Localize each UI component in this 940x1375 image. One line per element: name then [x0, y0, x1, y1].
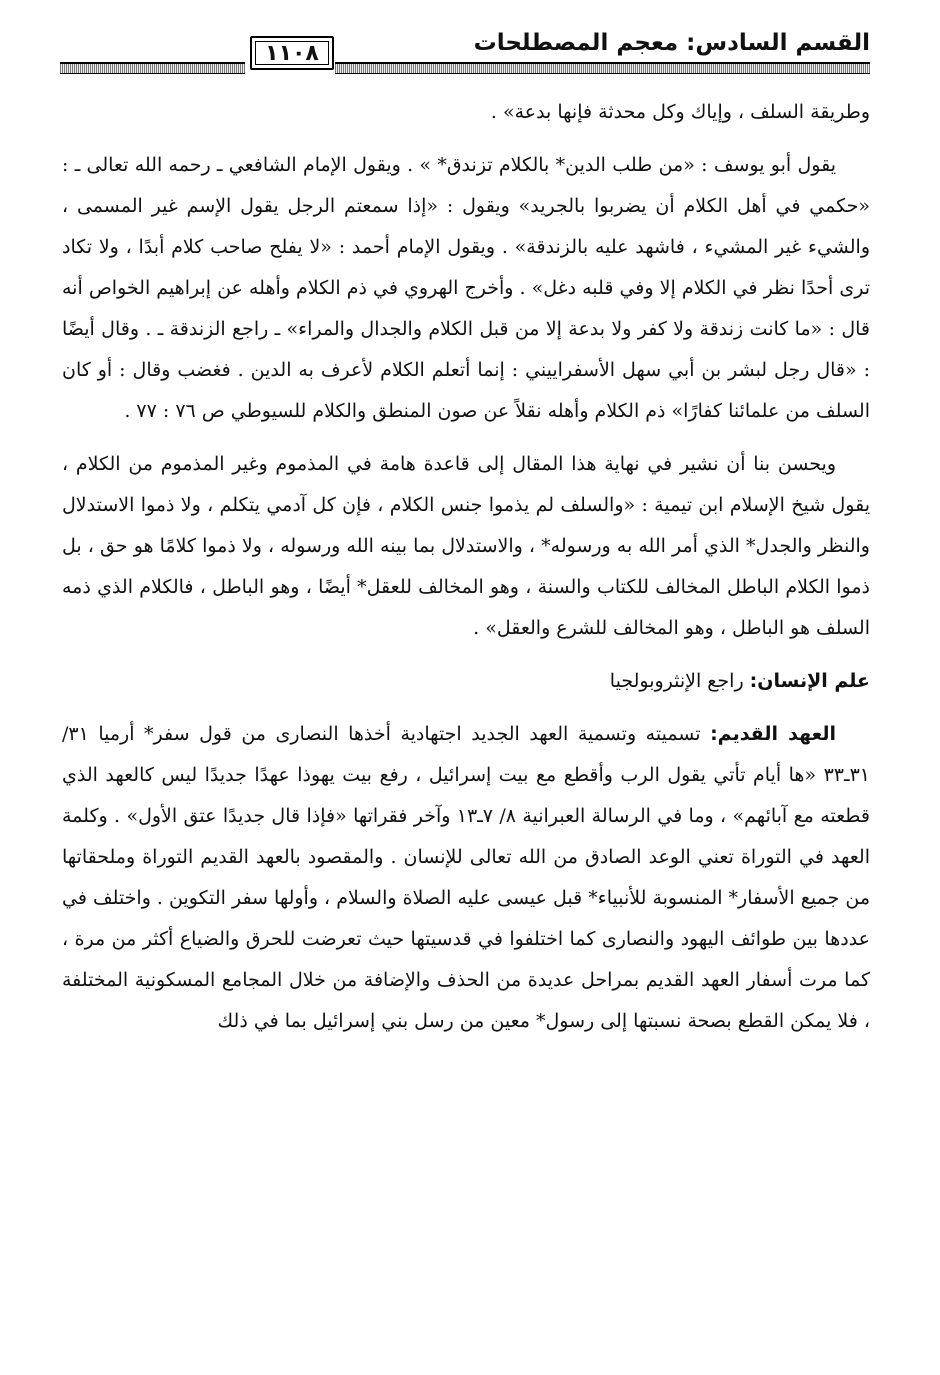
section-title: القسم السادس: معجم المصطلحات — [473, 30, 870, 56]
paragraph-kalam-quotes — [62, 145, 870, 432]
entry-text: راجع الإنثروبولجيا — [609, 670, 750, 692]
page-number: ١١٠٨ — [265, 40, 319, 66]
paragraph-text: ويحسن بنا أن نشير في نهاية هذا المقال إلى قاعدة هامة في المذموم وغير المذموم من الكلام ، يقول شيخ الإسلام ابن تيمية : «والسلف لم يذموا جنس الكلام ، فإن كل آدمي يتكلم ، ولا ذموا الاستدلال والنظر والجدل* الذي أمر الله به ورسوله* ، والاستدلال بما بينه الله ورسوله ، ولا ذموا كلامًا هو حق ، بل ذموا الكلام الباطل المخالف للكتاب والسنة ، وهو المخالف للعقل* أيضًا ، وهو الباطل ، فالكلام الذي ذمه السلف هو الباطل ، وهو المخالف للشرع والعقل» . — [62, 453, 870, 639]
page-number-box — [250, 36, 334, 70]
entry-ilm-al-insan — [62, 661, 870, 702]
entry-term: العهد القديم: — [710, 723, 837, 745]
page-number-frame — [255, 41, 329, 65]
header-rule-left — [60, 62, 245, 74]
page-header — [60, 28, 870, 76]
body-text — [62, 92, 870, 1054]
paragraph-text: يقول أبو يوسف : «من طلب الدين* بالكلام تزندق* » . ويقول الإمام الشافعي ـ رحمه الله تعالى ـ : «حكمي في أهل الكلام أن يضربوا بالجريد» ويقول : «إذا سمعتم الرجل يقول الإسم غير المسمى ، والشيء غير المشيء ، فاشهد عليه بالزندقة» . ويقول الإمام أحمد : «لا يفلح صاحب كلام أبدًا ، ولا تكاد ترى أحدًا نظر في الكلام إلا وفي قلبه دغل» . وأخرج الهروي في ذم الكلام وأهله عن إبراهيم الخواص أنه قال : «ما كانت زندقة ولا كفر ولا بدعة إلا من قبل الكلام والجدال والمراء» ـ راجع الزندقة ـ . وقال أيضًا : «قال رجل لبشر بن أبي سهل الأسفراييني : إنما أتعلم الكلام لأعرف به الدين . فغضب وقال : أو كان السلف من علمائنا كفارًا» ذم الكلام وأهله نقلاً عن صون المنطق والكلام للسيوطي ص ٧٦ : ٧٧ . — [62, 154, 870, 422]
header-rule-right — [335, 62, 870, 74]
paragraph-continuation — [62, 92, 870, 133]
entry-term: علم الإنسان: — [749, 670, 870, 692]
paragraph-text: وطريقة السلف ، وإياك وكل محدثة فإنها بدعة» . — [490, 101, 870, 123]
entry-old-testament — [62, 714, 870, 1042]
paragraph-ibn-taymiyya — [62, 444, 870, 649]
entry-text: تسميته وتسمية العهد الجديد اجتهادية أخذها النصارى من قول سفر* أرميا ٣١/ ٣١ـ٣٣ «ها أيام تأتي يقول الرب وأقطع مع بيت إسرائيل ، رفع بيت يهوذا عهدًا جديدًا ليس كالعهد الذي قطعته مع آبائهم» ، وما في الرسالة العبرانية ٨/ ٧ـ١٣ وآخر فقراتها «فإذا قال جديدًا عتق الأول» . وكلمة العهد في التوراة تعني الوعد الصادق من الله تعالى للإنسان . والمقصود بالعهد القديم التوراة وملحقاتها من جميع الأسفار* المنسوبة للأنبياء* قبل عيسى عليه الصلاة والسلام ، وأولها سفر التكوين . واختلف في عددها بين طوائف اليهود والنصارى كما اختلفوا في قدسيتها حيث تعرضت للحرق والضياع أكثر من مرة ، كما مرت أسفار العهد القديم بمراحل عديدة من الحذف والإضافة من خلال المجامع المسكونية المختلفة ، فلا يمكن القطع بصحة نسبتها إلى رسول* معين من رسل بني إسرائيل بما في ذلك — [62, 723, 870, 1032]
